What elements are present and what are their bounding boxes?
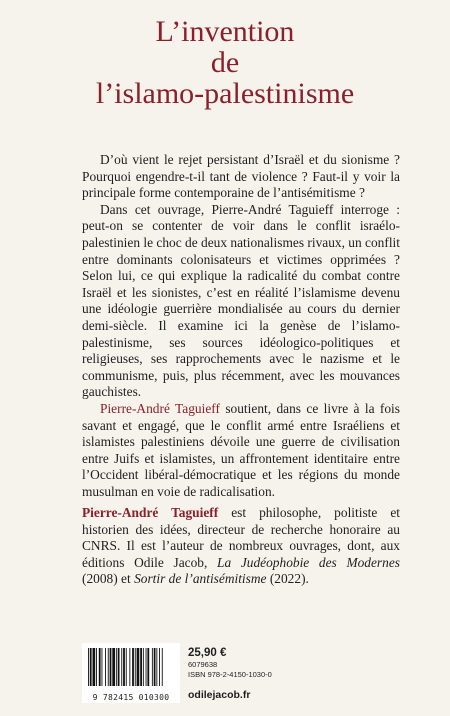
title-line-2: de	[210, 46, 240, 79]
book-title-1: La Judéophobie des Modernes	[217, 554, 400, 570]
product-code: 6079638	[188, 660, 218, 669]
blurb-paragraph-1: D’où vient le rejet persistant d’Israël et du sionisme ? Pourquoi engendre-t-il tant de violence ? Faut-il y voir la principale forme contemporaine de l’antisémitisme ?	[82, 152, 400, 201]
bio-text-3: (2022).	[266, 571, 309, 587]
price: 25,90 €	[188, 647, 227, 659]
author-name-highlight: Pierre-André Taguieff	[100, 400, 220, 416]
publisher-website: odilejacob.fr	[188, 689, 251, 701]
blurb-paragraph-2: Dans cet ouvrage, Pierre-André Taguieff interroge : peut-on se contenter de voir dans le conflit israélo-palestinien le choc de deux nationalismes rivaux, un conflit entre dominants colonisateurs et victimes opprimées ? Selon lui, ce qui explique la radicalité du combat contre Israël et les sionistes, c’est en réalité l’islamisme devenu une idéologie guerrière mondialisée au cours du dernier demi-siècle. Il examine ici la genèse de l’islamo-palestinisme, ses sources idéologico-politiques et religieuses, ses rapprochements avec le nazisme et le communisme, puis, plus récemment, avec les mouvances gauchistes.	[82, 201, 400, 400]
bio-text-1: est philosophe, politiste et historien des idées, directeur de recherche honoraire au CNRS. Il est l’auteur de nombreux ouvrages, dont, aux éditions Odile Jacob,	[82, 505, 400, 570]
blurb-paragraph-3-text: soutient, dans ce livre à la fois savant et engagé, que le conflit armé entre Israéliens et islamistes palestiniens dévoile une guerre de civilisation entre Juifs et islamistes, un affrontement identitaire entre l’Occident libéral-démocratique et les régions du monde musulman en voie de radicalisation.	[82, 400, 400, 499]
book-title	[0, 16, 450, 109]
bio-text-2: (2008) et	[82, 571, 135, 587]
barcode-number: 9 782415 010300	[92, 693, 170, 702]
book-title-2: Sortir de l’antisémitisme	[134, 571, 267, 587]
title-line-1: L’invention	[155, 15, 295, 48]
back-cover-blurb	[82, 152, 400, 500]
price-block	[188, 646, 388, 702]
barcode	[82, 643, 180, 703]
isbn: ISBN 978-2-4150-1030-0	[188, 670, 272, 679]
blurb-paragraph-3	[82, 401, 400, 501]
barcode-bars	[82, 643, 180, 691]
title-line-3: l’islamo-palestinisme	[95, 77, 355, 110]
author-bio	[82, 505, 400, 588]
author-bio-text	[82, 505, 400, 588]
author-name: Pierre-André Taguieff	[82, 505, 219, 520]
